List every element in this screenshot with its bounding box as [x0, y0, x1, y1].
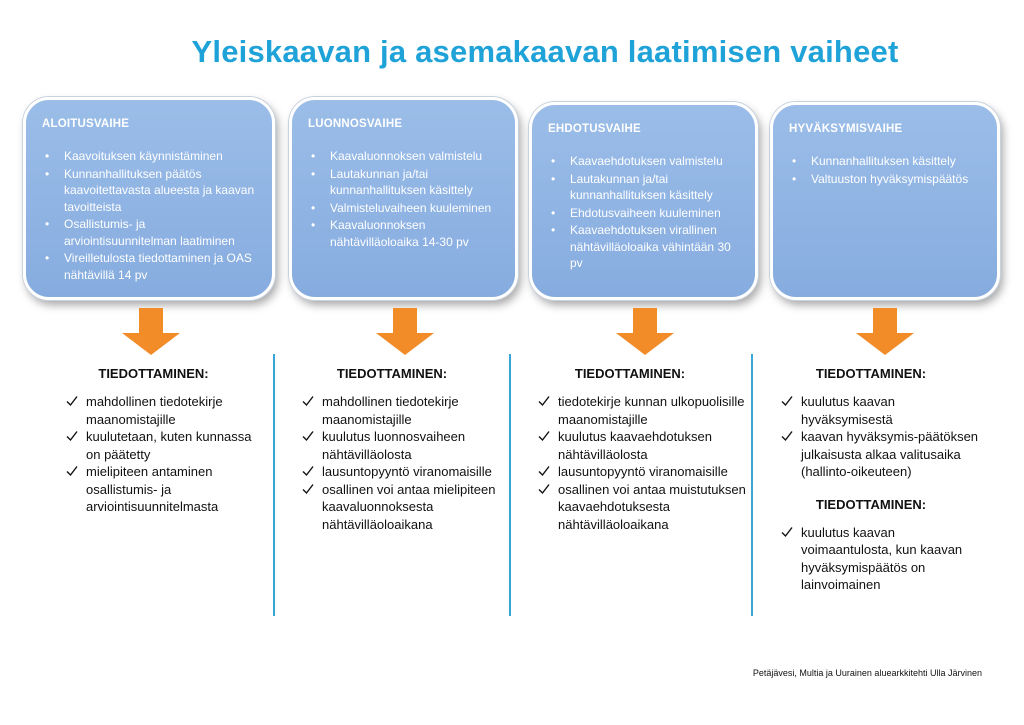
info-item [64, 428, 269, 463]
info-item [536, 393, 748, 428]
check-icon [66, 430, 78, 442]
phase-item: • Valtuuston hyväksymispäätös [789, 171, 983, 188]
phase-title: ALOITUSVAIHE [42, 118, 130, 130]
info-item [300, 393, 500, 428]
phase-title: EHDOTUSVAIHE [548, 123, 641, 135]
phase-box-luonnosvaihe [289, 97, 518, 300]
phase-item: • Kaavaehdotuksen valmistelu [548, 153, 741, 170]
info-column-2 [300, 366, 500, 533]
info-item [779, 524, 979, 594]
info-item [779, 428, 979, 481]
phase-item: • Osallistumis- ja arviointisuunnitelman laatiminen [42, 216, 258, 249]
check-icon [781, 430, 793, 442]
info-item-text: tiedotekirje kunnan ulkopuolisille maanomistajille [558, 394, 745, 427]
page-title: Yleiskaavan ja asemakaavan laatimisen vaiheet [191, 34, 899, 69]
info-heading: TIEDOTTAMINEN: [574, 366, 686, 381]
check-icon [302, 465, 314, 477]
info-column-1 [64, 366, 269, 516]
info-column-3 [536, 366, 748, 533]
phase-item: • Lautakunnan ja/tai kunnanhallituksen käsittely [308, 166, 501, 199]
column-divider [751, 354, 753, 616]
info-item-text: lausuntopyyntö viranomaisille [558, 464, 728, 479]
info-item [536, 428, 748, 463]
info-heading: TIEDOTTAMINEN: [98, 366, 209, 381]
down-arrow-icon [374, 308, 436, 356]
check-icon [302, 483, 314, 495]
info-item [300, 463, 500, 481]
info-item-text: kuulutetaan, kuten kunnassa on päätetty [86, 429, 252, 462]
phase-item: • Kaavaluonnoksen valmistelu [308, 148, 501, 165]
info-item-text: kuulutus luonnosvaiheen nähtävilläolosta [322, 429, 466, 462]
info-item [536, 463, 748, 481]
info-item [300, 481, 500, 534]
info-heading: TIEDOTTAMINEN: [815, 366, 927, 381]
info-item-text: kaavan hyväksymis-päätöksen julkaisusta alkaa valitusaika (hallinto-oikeuteen) [801, 429, 979, 479]
check-icon [538, 430, 550, 442]
info-item-text: osallinen voi antaa mielipiteen kaavaluonnoksesta nähtävilläoloaikana [322, 481, 496, 532]
phase-item: • Vireilletulosta tiedottaminen ja OAS nähtävillä 14 pv [42, 250, 258, 283]
info-item-text: mielipiteen antaminen osallistumis- ja arviointisuunnitelmasta [86, 464, 219, 514]
info-item-text: mahdollinen tiedotekirje maanomistajille [86, 394, 223, 427]
check-icon [538, 395, 550, 407]
info-heading-second: TIEDOTTAMINEN: [815, 496, 927, 512]
phase-title: HYVÄKSYMISVAIHE [789, 123, 903, 135]
info-item [779, 393, 979, 428]
phase-item: • Kunnanhallituksen päätös kaavoitettavasta alueesta ja kaavan tavoitteista [42, 166, 258, 216]
info-item-text: osallinen voi antaa muistutuksen kaavaehdotuksesta nähtävilläoloaikana [558, 481, 746, 532]
check-icon [66, 465, 78, 477]
phase-box-hyvaksymisvaihe [770, 102, 1000, 300]
footer-credit: Petäjävesi, Multia ja Uurainen aluearkkitehti Ulla Järvinen [752, 668, 982, 678]
down-arrow-icon [614, 308, 676, 356]
column-divider [273, 354, 275, 616]
check-icon [538, 465, 550, 477]
phase-item: • Kunnanhallituksen käsittely [789, 153, 983, 170]
check-icon [66, 395, 78, 407]
info-item [64, 393, 269, 428]
phase-item: • Ehdotusvaiheen kuuleminen [548, 205, 741, 222]
phase-title: LUONNOSVAIHE [308, 118, 403, 130]
down-arrow-icon [854, 308, 916, 356]
down-arrow-icon [120, 308, 182, 356]
info-item [536, 481, 748, 534]
check-icon [781, 526, 793, 538]
phase-item: • Valmisteluvaiheen kuuleminen [308, 200, 501, 217]
info-column-4 [779, 366, 979, 594]
check-icon [302, 395, 314, 407]
info-item-text: kuulutus kaavan voimaantulosta, kun kaavan hyväksymispäätös on lainvoimainen [801, 524, 963, 592]
check-icon [781, 395, 793, 407]
phase-item: • Kaavoituksen käynnistäminen [42, 148, 258, 165]
phase-box-ehdotusvaihe [529, 102, 758, 300]
phase-item: • Kaavaehdotuksen virallinen nähtävilläoloaika vähintään 30 pv [548, 222, 741, 272]
info-item [300, 428, 500, 463]
info-item-text: mahdollinen tiedotekirje maanomistajille [322, 394, 459, 427]
phase-item: • Kaavaluonnoksen nähtävilläoloaika 14-30 pv [308, 217, 501, 250]
info-item-text: kuulutus kaavan hyväksymisestä [801, 394, 895, 427]
check-icon [302, 430, 314, 442]
phase-box-aloitusvaihe [23, 97, 275, 300]
info-heading: TIEDOTTAMINEN: [336, 366, 448, 381]
info-item-text: lausuntopyyntö viranomaisille [322, 464, 492, 479]
phase-item: • Lautakunnan ja/tai kunnanhallituksen käsittely [548, 171, 741, 204]
info-item-text: kuulutus kaavaehdotuksen nähtävilläolosta [558, 429, 712, 462]
column-divider [509, 354, 511, 616]
info-item [64, 463, 269, 516]
check-icon [538, 483, 550, 495]
